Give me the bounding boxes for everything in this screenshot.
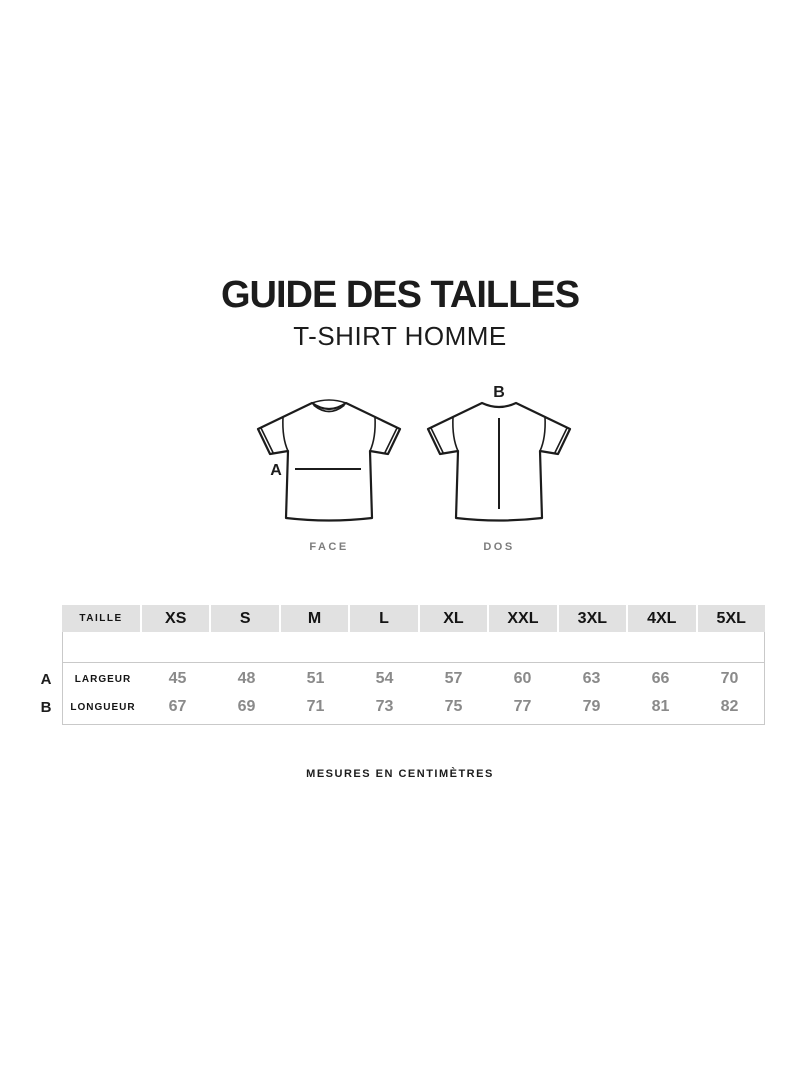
back-view-label: DOS xyxy=(483,541,515,553)
cell-largeur-5xl: 70 xyxy=(720,670,739,687)
cell-longueur-m: 71 xyxy=(306,698,325,715)
measurement-unit-note: MESURES EN CENTIMÈTRES xyxy=(306,768,494,780)
cell-longueur-4xl: 81 xyxy=(651,698,670,715)
table-header-size-xs: XS xyxy=(142,605,211,632)
title-block xyxy=(0,276,800,349)
table-spacer-row xyxy=(63,632,764,663)
row-letter-a: A xyxy=(40,670,52,688)
cell-largeur-m: 51 xyxy=(306,670,325,687)
shirt-diagrams xyxy=(14,380,800,553)
cell-longueur-xl: 75 xyxy=(444,698,463,715)
row-letter-b: B xyxy=(40,698,52,716)
tshirt-back-figure xyxy=(425,380,573,553)
cell-longueur-5xl: 82 xyxy=(720,698,739,715)
cell-longueur-xxl: 77 xyxy=(513,698,532,715)
cell-largeur-xxl: 60 xyxy=(513,670,532,687)
tshirt-front-diagram xyxy=(255,380,403,528)
table-header-size-5xl: 5XL xyxy=(698,605,765,632)
table-header-size-s: S xyxy=(211,605,280,632)
cell-longueur-l: 73 xyxy=(375,698,394,715)
page-subtitle: T-SHIRT HOMME xyxy=(293,321,507,351)
cell-largeur-3xl: 63 xyxy=(582,670,601,687)
cell-longueur-3xl: 79 xyxy=(582,698,601,715)
cell-largeur-xl: 57 xyxy=(444,670,463,687)
size-table-body xyxy=(40,632,765,725)
table-row-longueur xyxy=(40,693,764,721)
table-header-size-xxl: XXL xyxy=(489,605,558,632)
tshirt-front-figure xyxy=(255,380,403,553)
table-row-largeur xyxy=(40,665,764,693)
cell-largeur-s: 48 xyxy=(237,670,256,687)
cell-largeur-xs: 45 xyxy=(168,670,187,687)
measure-letter-a: A xyxy=(270,462,282,479)
table-header-size-l: L xyxy=(350,605,419,632)
size-table xyxy=(40,605,765,725)
cell-largeur-4xl: 66 xyxy=(651,670,670,687)
table-header-taille: TAILLE xyxy=(62,605,142,632)
tshirt-back-diagram xyxy=(425,380,573,528)
row-label-largeur: LARGEUR xyxy=(74,673,132,685)
page-title: GUIDE DES TAILLES xyxy=(220,274,580,316)
size-table-header xyxy=(62,605,765,632)
collar-top-line xyxy=(312,400,346,403)
cell-longueur-s: 69 xyxy=(237,698,256,715)
table-header-size-4xl: 4XL xyxy=(628,605,697,632)
table-header-size-xl: XL xyxy=(420,605,489,632)
table-header-size-m: M xyxy=(281,605,350,632)
table-header-size-3xl: 3XL xyxy=(559,605,628,632)
row-label-longueur: LONGUEUR xyxy=(70,701,136,713)
front-view-label: FACE xyxy=(309,541,349,553)
cell-longueur-xs: 67 xyxy=(168,698,187,715)
measure-letter-b: B xyxy=(493,384,505,401)
cell-largeur-l: 54 xyxy=(375,670,394,687)
